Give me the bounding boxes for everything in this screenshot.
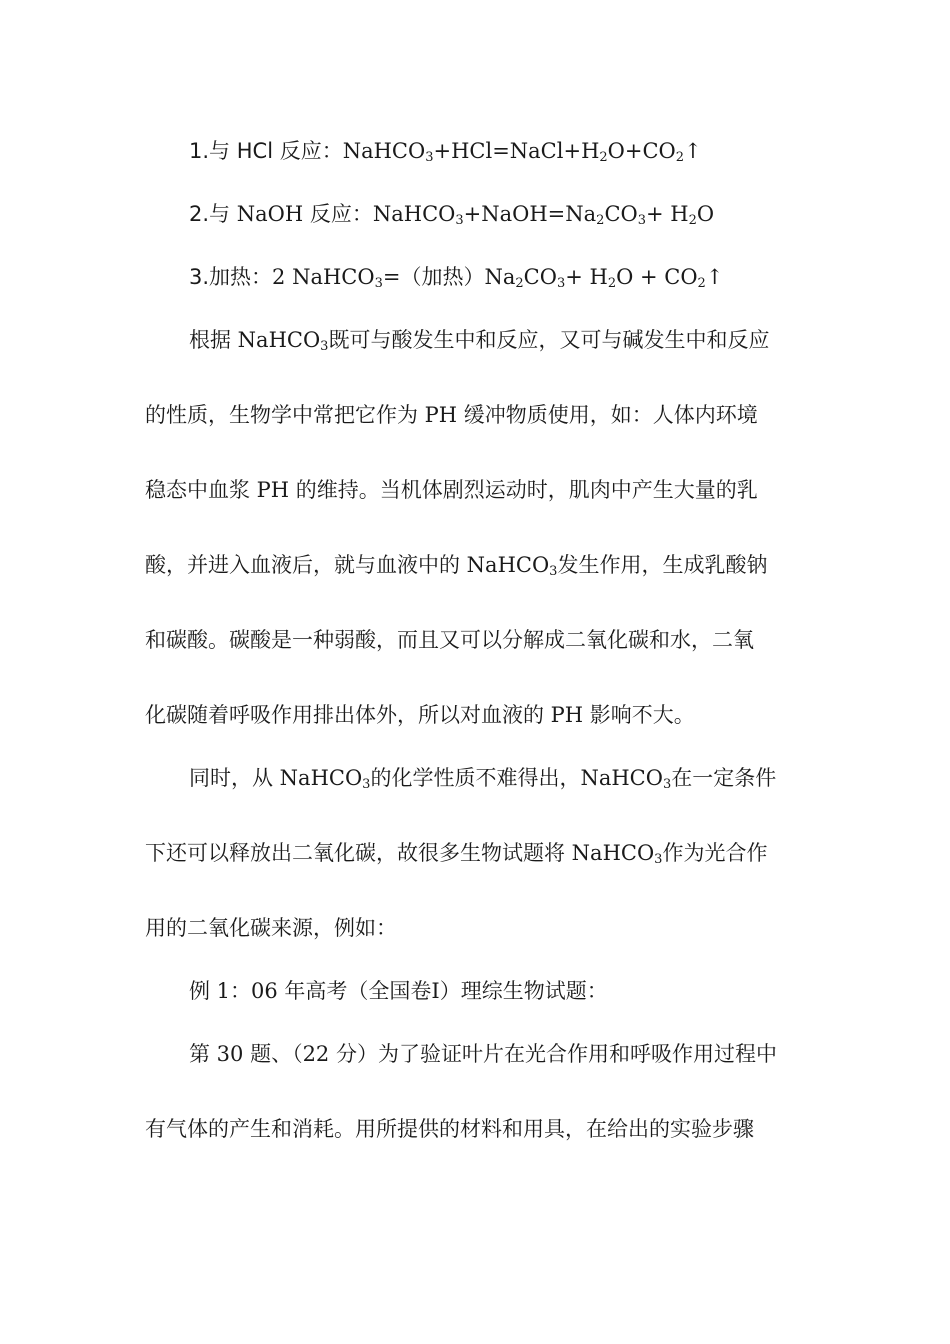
example-title: 例 1：06 年高考（全国卷Ⅰ）理综生物试题： bbox=[189, 979, 608, 1003]
question-line: 第 30 题、（22 分）为了验证叶片在光合作用和呼吸作用过程中 bbox=[189, 1042, 777, 1066]
reagent-label: HCl bbox=[236, 139, 274, 163]
paragraph-line: 稳态中血浆 PH 的维持。当机体剧烈运动时，肌肉中产生大量的乳 bbox=[145, 478, 758, 502]
reaction-number: 3. bbox=[189, 265, 210, 289]
paragraph-line: 根据 NaHCO$_3$既可与酸发生中和反应，又可与碱发生中和反应 bbox=[189, 328, 770, 354]
paragraph-line: 化碳随着呼吸作用排出体外，所以对血液的 PH 影响不大。 bbox=[145, 703, 695, 727]
paragraph-line: 的性质，生物学中常把它作为 PH 缓冲物质使用，如：人体内环境 bbox=[145, 403, 758, 427]
paragraph-line: 同时，从 NaHCO$_3$的化学性质不难得出，NaHCO$_3$在一定条件 bbox=[189, 766, 777, 792]
reaction-line-hcl: 1.与 HCl 反应：$NaHCO_3+HCl=NaCl+H_2O+CO_2↑$ bbox=[189, 139, 702, 165]
paragraph-line: 下还可以释放出二氧化碳，故很多生物试题将 NaHCO$_3$作为光合作 bbox=[145, 841, 768, 867]
reaction-number: 2. bbox=[189, 202, 210, 226]
paragraph-line: 酸，并进入血液后，就与血液中的 NaHCO$_3$发生作用，生成乳酸钠 bbox=[145, 553, 768, 579]
chemical-equation: $NaHCO_3+NaOH=Na_2CO_3+ H_2O$ bbox=[372, 202, 715, 228]
reaction-number: 1. bbox=[189, 139, 210, 163]
question-line: 有气体的产生和消耗。用所提供的材料和用具，在给出的实验步骤 bbox=[145, 1117, 754, 1141]
chemical-equation: $NaHCO_3+HCl=NaCl+H_2O+CO_2↑$ bbox=[342, 139, 702, 165]
reaction-line-naoh: 2.与 NaOH 反应：$NaHCO_3+NaOH=Na_2CO_3+ H_2O$ bbox=[189, 202, 715, 228]
reagent-label: NaOH bbox=[236, 202, 304, 226]
chemical-equation: $_3$=（加热）$Na_2CO_3+ H_2O$ + $CO_2↑$ bbox=[374, 265, 724, 291]
reaction-line-heating: 3.加热：2 NaHCO$_3$=（加热）$Na_2CO_3+ H_2O$ + $CO_2↑$ bbox=[189, 265, 724, 291]
paragraph-line: 用的二氧化碳来源，例如： bbox=[145, 916, 397, 940]
paragraph-line: 和碳酸。碳酸是一种弱酸，而且又可以分解成二氧化碳和水，二氧 bbox=[145, 628, 754, 652]
